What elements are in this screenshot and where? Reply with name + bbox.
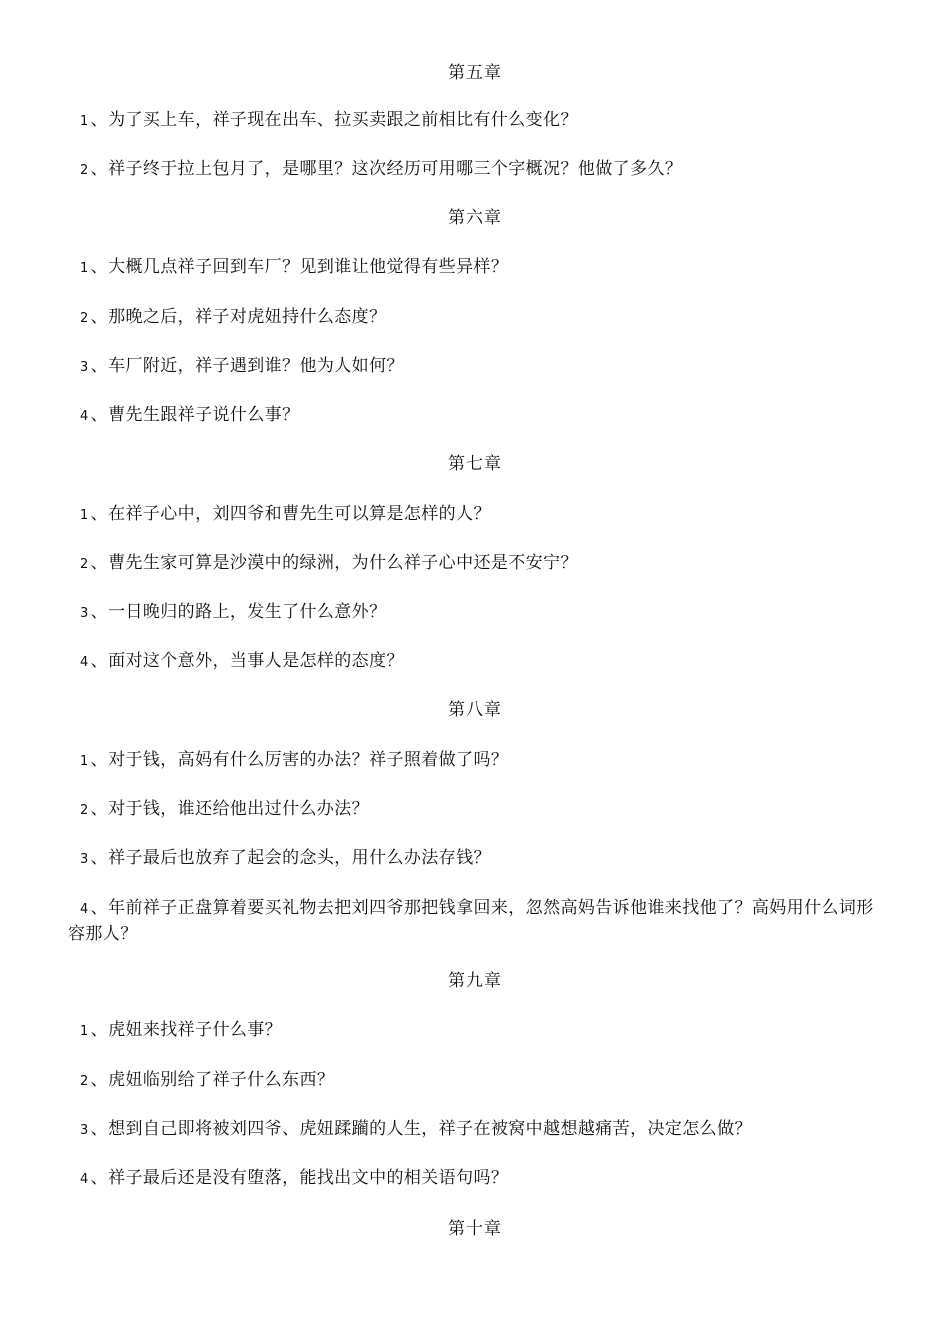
- question-number: 3: [80, 852, 89, 867]
- chapter-title: 第六章: [448, 208, 502, 228]
- chapter-title: 第五章: [448, 63, 502, 83]
- chapter-title: 第十章: [448, 1219, 502, 1239]
- question-text: 、对于钱，谁还给他出过什么办法？: [90, 799, 370, 819]
- question-text: 、曹先生跟祥子说什么事？: [90, 405, 300, 425]
- question-number: 1: [80, 1024, 89, 1039]
- question-number: 3: [80, 606, 89, 621]
- question-text: 、祥子最后还是没有堕落，能找出文中的相关语句吗？: [90, 1168, 509, 1188]
- question-item: [68, 157, 888, 183]
- chapter-title: 第八章: [448, 700, 502, 720]
- question-number: 2: [80, 1074, 89, 1089]
- question-text: 、在祥子心中，刘四爷和曹先生可以算是怎样的人？: [90, 504, 491, 524]
- question-text: 、年前祥子正盘算着要买礼物去把刘四爷那把钱拿回来，忽然高妈告诉他谁来找他了？高妈用什么词形容那人？: [68, 898, 874, 944]
- question-item: [68, 305, 888, 331]
- question-text: 、想到自己即将被刘四爷、虎妞蹂躏的人生，祥子在被窝中越想越痛苦，决定怎么做？: [90, 1119, 752, 1139]
- question-number: 1: [80, 754, 89, 769]
- question-text: 、大概几点祥子回到车厂？见到谁让他觉得有些异样？: [90, 257, 509, 277]
- chapter-title: 第七章: [448, 454, 502, 474]
- question-text: 、车厂附近，祥子遇到谁？他为人如何？: [90, 356, 404, 376]
- question-item: [68, 354, 888, 380]
- question-number: 3: [80, 360, 89, 375]
- question-item: [68, 255, 888, 281]
- question-text: 、曹先生家可算是沙漠中的绿洲，为什么祥子心中还是不安宁？: [90, 553, 578, 573]
- question-item: [68, 797, 888, 823]
- question-number: 1: [80, 508, 89, 523]
- question-item: [68, 1068, 888, 1094]
- question-item: [68, 551, 888, 577]
- question-number: 1: [80, 261, 89, 276]
- question-number: 4: [80, 1172, 89, 1187]
- question-number: 2: [80, 557, 89, 572]
- question-number: 1: [80, 114, 89, 129]
- question-text: 、虎妞临别给了祥子什么东西？: [90, 1070, 335, 1090]
- question-number: 4: [80, 655, 89, 670]
- question-item: [68, 649, 888, 675]
- question-item: [68, 748, 888, 774]
- question-number: 2: [80, 311, 89, 326]
- question-number: 2: [80, 163, 89, 178]
- question-text: 、面对这个意外，当事人是怎样的态度？: [90, 651, 404, 671]
- question-item: [68, 896, 888, 946]
- question-item: [68, 502, 888, 528]
- question-number: 4: [80, 409, 89, 424]
- question-number: 2: [80, 803, 89, 818]
- question-text: 、那晚之后，祥子对虎妞持什么态度？: [90, 307, 387, 327]
- question-item: [68, 403, 888, 429]
- question-item: [68, 846, 888, 872]
- question-item: [68, 600, 888, 626]
- question-number: 4: [80, 902, 89, 917]
- question-text: 、祥子最后也放弃了起会的念头，用什么办法存钱？: [90, 848, 491, 868]
- question-item: [68, 1018, 888, 1044]
- question-item: [68, 1117, 888, 1143]
- question-number: 3: [80, 1123, 89, 1138]
- question-text: 、虎妞来找祥子什么事？: [90, 1020, 283, 1040]
- question-text: 、为了买上车，祥子现在出车、拉买卖跟之前相比有什么变化？: [90, 110, 578, 130]
- question-item: [68, 108, 888, 134]
- question-text: 、祥子终于拉上包月了，是哪里？这次经历可用哪三个字概况？他做了多久？: [90, 159, 683, 179]
- question-text: 、一日晚归的路上，发生了什么意外？: [90, 602, 387, 622]
- chapter-title: 第九章: [448, 971, 502, 991]
- question-text: 、对于钱，高妈有什么厉害的办法？祥子照着做了吗？: [90, 750, 509, 770]
- question-item: [68, 1166, 888, 1192]
